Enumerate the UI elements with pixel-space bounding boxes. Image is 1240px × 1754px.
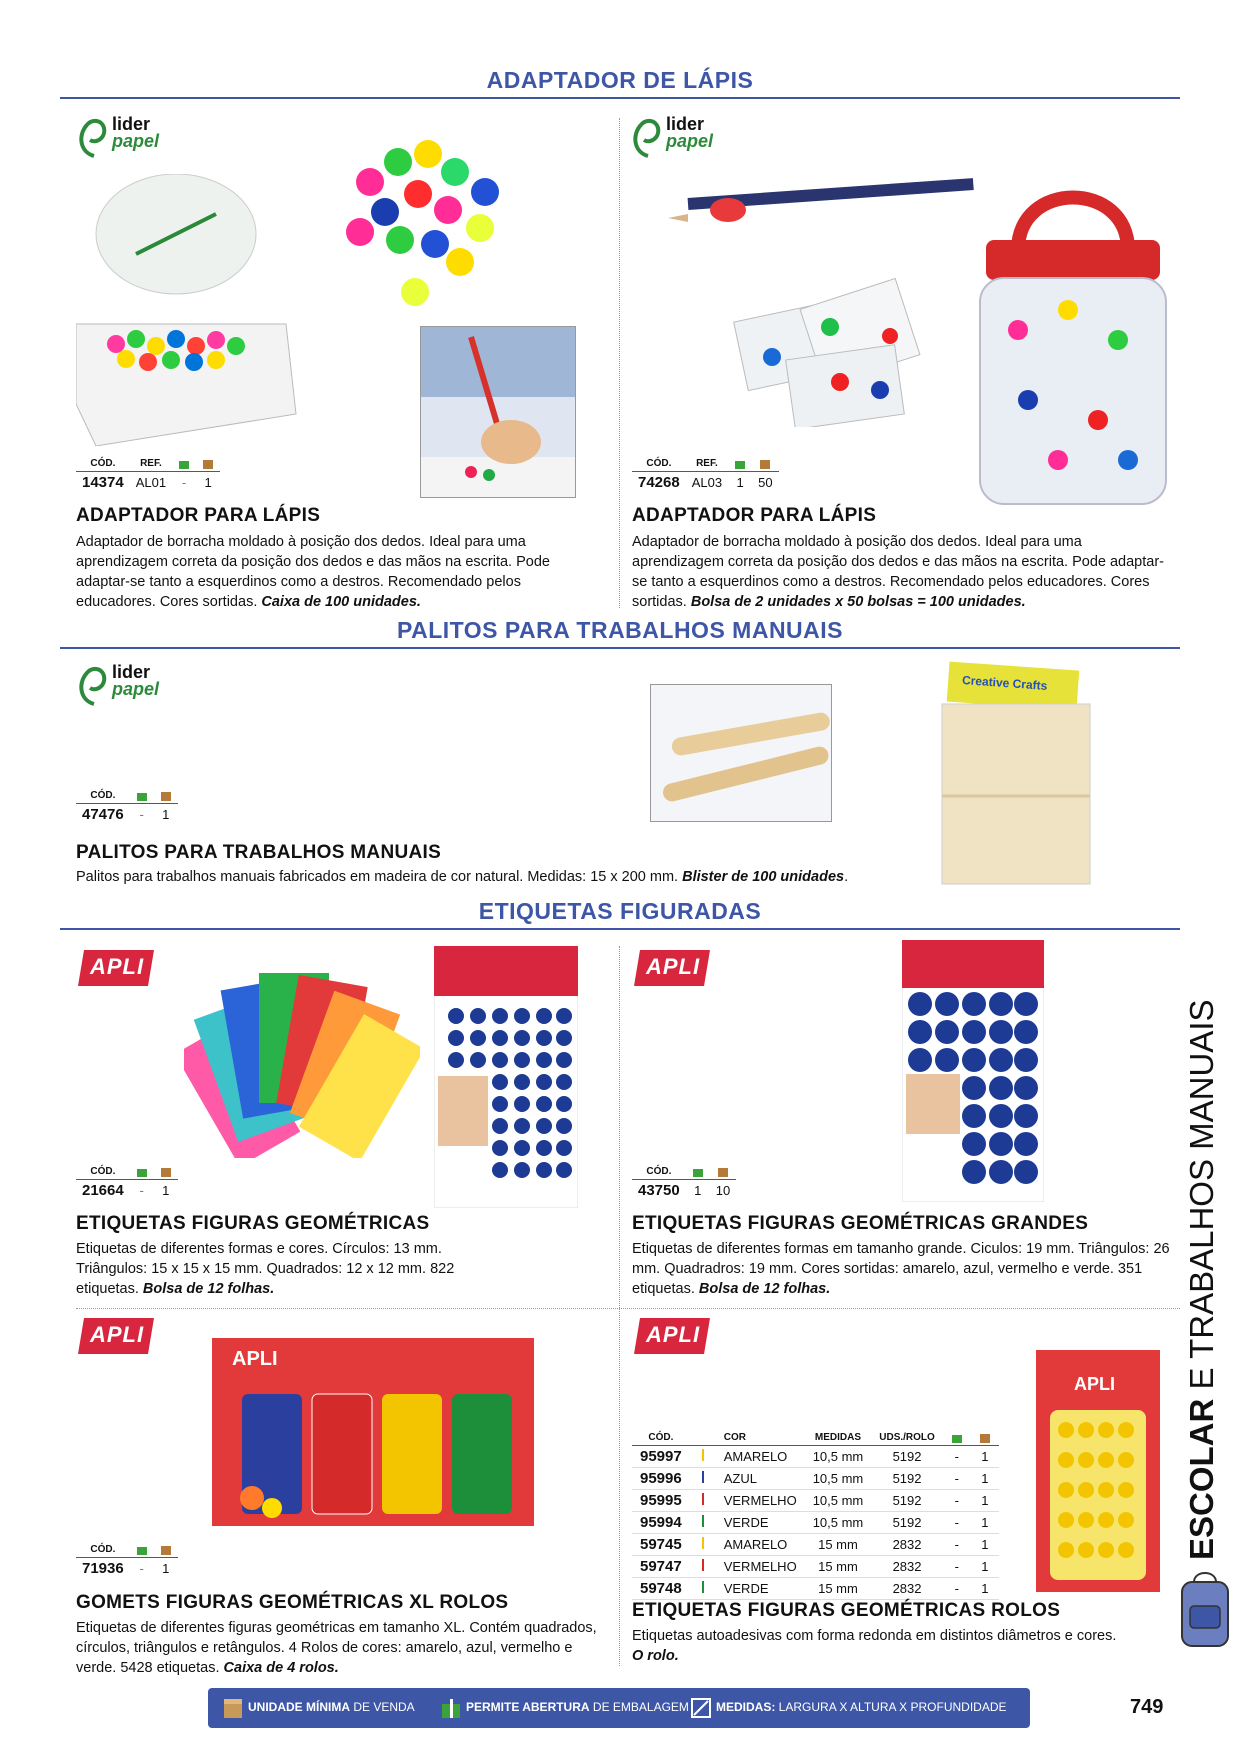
cell: 2832 (871, 1556, 943, 1578)
section-title-adaptador: ADAPTADOR DE LÁPIS (486, 67, 754, 93)
cell: - (943, 1490, 971, 1512)
product-image-adaptador-box (76, 174, 298, 446)
cell-codigo: 95995 (632, 1490, 690, 1512)
product-image-crianca-escrita (420, 326, 576, 498)
product-title-p5: ETIQUETAS FIGURAS GEOMÉTRICAS GRANDES (632, 1213, 1089, 1234)
apli-logo: APLI (78, 950, 154, 986)
section-title-palitos: PALITOS PARA TRABALHOS MANUAIS (396, 617, 844, 643)
color-marker-icon (690, 1468, 716, 1490)
section-title-etiquetas: ETIQUETAS FIGURADAS (478, 898, 762, 924)
box-icon (222, 1697, 244, 1719)
color-marker-icon (690, 1446, 716, 1468)
cell-codigo: 59748 (632, 1578, 690, 1600)
cell: 10,5 mm (805, 1468, 872, 1490)
product-desc-p1: Adaptador de borracha moldado à posição dos dedos. Ideal para uma aprendizagem correta da posição dos dedos e das mãos na escrita. Pode adaptar-se tanto a esquerdinos como a destros. Recomendado pelos educadores. Cores sortidas. Caixa de 100 unidades. (76, 534, 550, 610)
apli-logo: APLI (634, 1318, 710, 1354)
section-divider (60, 647, 1180, 649)
codigo-table-p6: CÓD. 71936 - 1 (76, 1544, 178, 1579)
gift-icon (136, 1544, 148, 1555)
gift-icon (440, 1697, 462, 1719)
cell: 15 mm (805, 1578, 872, 1600)
cell: 5192 (871, 1468, 943, 1490)
product-image-bolsas (730, 272, 940, 427)
box-icon (202, 458, 214, 469)
legend-medidas: MEDIDAS: LARGURA X ALTURA X PROFUNDIDADE (716, 1700, 1007, 1714)
product-image-blister-grande (902, 940, 1044, 1202)
cell-codigo: 95996 (632, 1468, 690, 1490)
cell: - (943, 1556, 971, 1578)
legend-unidade-minima: UNIDADE MÍNIMA DE VENDA (248, 1700, 415, 1714)
box-icon (160, 790, 172, 801)
product-image-lapis-adaptador (668, 178, 978, 230)
box-icon (160, 1544, 172, 1555)
cell: 1 (971, 1534, 999, 1556)
product-title-p7: ETIQUETAS FIGURAS GEOMÉTRICAS ROLOS (632, 1600, 1061, 1621)
side-category-label: ESCOLAR E TRABALHOS MANUAIS (1183, 999, 1220, 1560)
product-image-palitos-blister (932, 656, 1092, 888)
product-image-blister-azul (434, 946, 578, 1208)
product-image-adaptadores-cores (340, 132, 525, 312)
cell: 10,5 mm (805, 1490, 872, 1512)
table-row (632, 1534, 999, 1556)
codigo-table-p5: CÓD. 43750 1 10 (632, 1166, 736, 1201)
cell: 5192 (871, 1490, 943, 1512)
product-desc-p7: Etiquetas autoadesivas com forma redonda em distintos diâmetros e cores. O rolo. (632, 1628, 1117, 1664)
codigo-table-p2: CÓD. REF. 74268 AL03 1 50 (632, 458, 779, 493)
lider-papel-logo: lider papel (630, 116, 760, 160)
product-title-p4: ETIQUETAS FIGURAS GEOMÉTRICAS (76, 1213, 430, 1234)
rolos-table: CÓD. COR MEDIDAS UDS./ROLO 95997 AMARELO 10,5 mm 5192 - 1 95996 AZUL 10,5 mm 5192 - 1 95995 VERMELHO 10,5 mm 5192 - 1 95994 VERDE 10,5 mm 5192 - 1 59745 AMARELO 15 mm 2832 - 1 59747 VERMELHO 15 mm 2832 - 1 59748 VERDE 15 mm 2832 - 1 (632, 1432, 999, 1600)
cell: 1 (971, 1468, 999, 1490)
lider-leaf-icon (76, 116, 112, 160)
color-marker-icon (690, 1490, 716, 1512)
box-icon (717, 1166, 729, 1177)
gift-icon (136, 1166, 148, 1177)
product-image-caixa-rolos (212, 1338, 534, 1526)
gift-icon (951, 1432, 963, 1443)
cell: 10,5 mm (805, 1446, 872, 1468)
row-divider (76, 1308, 1180, 1309)
cell: VERMELHO (716, 1556, 805, 1578)
cell: 15 mm (805, 1556, 872, 1578)
cell: - (943, 1446, 971, 1468)
gift-icon (692, 1166, 704, 1177)
cell: 2832 (871, 1534, 943, 1556)
cell: 5192 (871, 1512, 943, 1534)
table-row (632, 1446, 999, 1468)
product-title-p6: GOMETS FIGURAS GEOMÉTRICAS XL ROLOS (76, 1592, 509, 1613)
gift-icon (136, 790, 148, 801)
cell-codigo: 59745 (632, 1534, 690, 1556)
cell: AMARELO (716, 1534, 805, 1556)
table-row (632, 1512, 999, 1534)
product-image-pote (978, 160, 1168, 510)
product-desc-p5: Etiquetas de diferentes formas em tamanho grande. Ciculos: 19 mm. Triângulos: 26 mm. Quadradros: 19 mm. Cores sortidas: amarelo, azul, vermelho e verde. 351 etiquetas. Bolsa de 12 folhas. (632, 1241, 1170, 1297)
product-title-p3: PALITOS PARA TRABALHOS MANUAIS (76, 842, 442, 863)
cell: - (943, 1534, 971, 1556)
gift-icon (178, 458, 190, 469)
cell: AZUL (716, 1468, 805, 1490)
product-desc-p4: Etiquetas de diferentes formas e cores. Círculos: 13 mm. Triângulos: 15 x 15 x 15 mm. Quadrados: 12 x 12 mm. 822 etiquetas. Bolsa de 12 folhas. (76, 1241, 455, 1297)
table-row (632, 1468, 999, 1490)
table-row (632, 1556, 999, 1578)
cell: - (943, 1512, 971, 1534)
product-image-folhas-etiquetas (184, 958, 420, 1158)
box-icon (979, 1432, 991, 1443)
cell: 10,5 mm (805, 1512, 872, 1534)
product-desc-p3: Palitos para trabalhos manuais fabricados em madeira de cor natural. Medidas: 15 x 200 mm. Blister de 100 unidades. (76, 869, 849, 885)
box-icon (759, 458, 771, 469)
apli-logo: APLI (634, 950, 710, 986)
lider-leaf-icon (76, 664, 112, 708)
cell: VERDE (716, 1512, 805, 1534)
gift-icon (734, 458, 746, 469)
cell: 1 (971, 1490, 999, 1512)
cell: 1 (971, 1512, 999, 1534)
table-row (632, 1578, 999, 1600)
column-divider (619, 118, 620, 608)
lider-papel-logo: lider papel (76, 664, 206, 708)
apli-box-label: APLI (232, 1348, 278, 1370)
creative-crafts-label: Creative Crafts (961, 673, 1048, 693)
color-marker-icon (690, 1512, 716, 1534)
section-divider (60, 97, 1180, 99)
backpack-icon (1176, 1566, 1234, 1650)
cell: 1 (971, 1556, 999, 1578)
cell: 2832 (871, 1578, 943, 1600)
product-desc-p2: Adaptador de borracha moldado à posição dos dedos. Ideal para uma aprendizagem correta da posição dos dedos e das mãos na escrita. Pode adaptar-se tanto a esquerdinos como a destros. Recomendado pelos educadores. Cores sortidas. Bolsa de 2 unidades x 50 bolsas = 100 unidades. (632, 534, 1164, 610)
lider-papel-logo: lider papel (76, 116, 206, 160)
cell: VERDE (716, 1578, 805, 1600)
cell: AMARELO (716, 1446, 805, 1468)
table-row (632, 1490, 999, 1512)
cell-codigo: 59747 (632, 1556, 690, 1578)
product-title-p1: ADAPTADOR PARA LÁPIS (76, 505, 321, 526)
box-icon (160, 1166, 172, 1177)
codigo-table-p1: CÓD. REF. 14374 AL01 - 1 (76, 458, 220, 493)
lider-leaf-icon (630, 116, 666, 160)
cell: VERMELHO (716, 1490, 805, 1512)
legend-bar (208, 1688, 1030, 1728)
apli-roll-label: APLI (1074, 1374, 1116, 1394)
measure-icon (690, 1697, 712, 1719)
cell-codigo: 95997 (632, 1446, 690, 1468)
color-marker-icon (690, 1578, 716, 1600)
legend-permite-abertura: PERMITE ABERTURA DE EMBALAGEM (466, 1700, 689, 1714)
page-number: 749 (1130, 1696, 1164, 1718)
column-divider (619, 946, 620, 1666)
color-marker-icon (690, 1556, 716, 1578)
cell: 5192 (871, 1446, 943, 1468)
cell: 1 (971, 1578, 999, 1600)
cell: 15 mm (805, 1534, 872, 1556)
color-marker-icon (690, 1534, 716, 1556)
product-image-rolo-amarelo (1036, 1350, 1160, 1592)
cell-codigo: 95994 (632, 1512, 690, 1534)
cell: 1 (971, 1446, 999, 1468)
cell: - (943, 1468, 971, 1490)
product-desc-p6: Etiquetas de diferentes figuras geométricas em tamanho XL. Contém quadrados, círculos, triângulos e retângulos. 4 Rolos de cores: amarelo, azul, vermelho e verde. 5428 etiquetas. Caixa de 4 rolos. (76, 1620, 597, 1676)
product-title-p2: ADAPTADOR PARA LÁPIS (632, 505, 877, 526)
section-divider (60, 928, 1180, 930)
codigo-table-p3: CÓD. 47476 - 1 (76, 790, 178, 825)
product-image-palitos (650, 684, 832, 822)
apli-logo: APLI (78, 1318, 154, 1354)
cell: - (943, 1578, 971, 1600)
codigo-table-p4: CÓD. 21664 - 1 (76, 1166, 178, 1201)
